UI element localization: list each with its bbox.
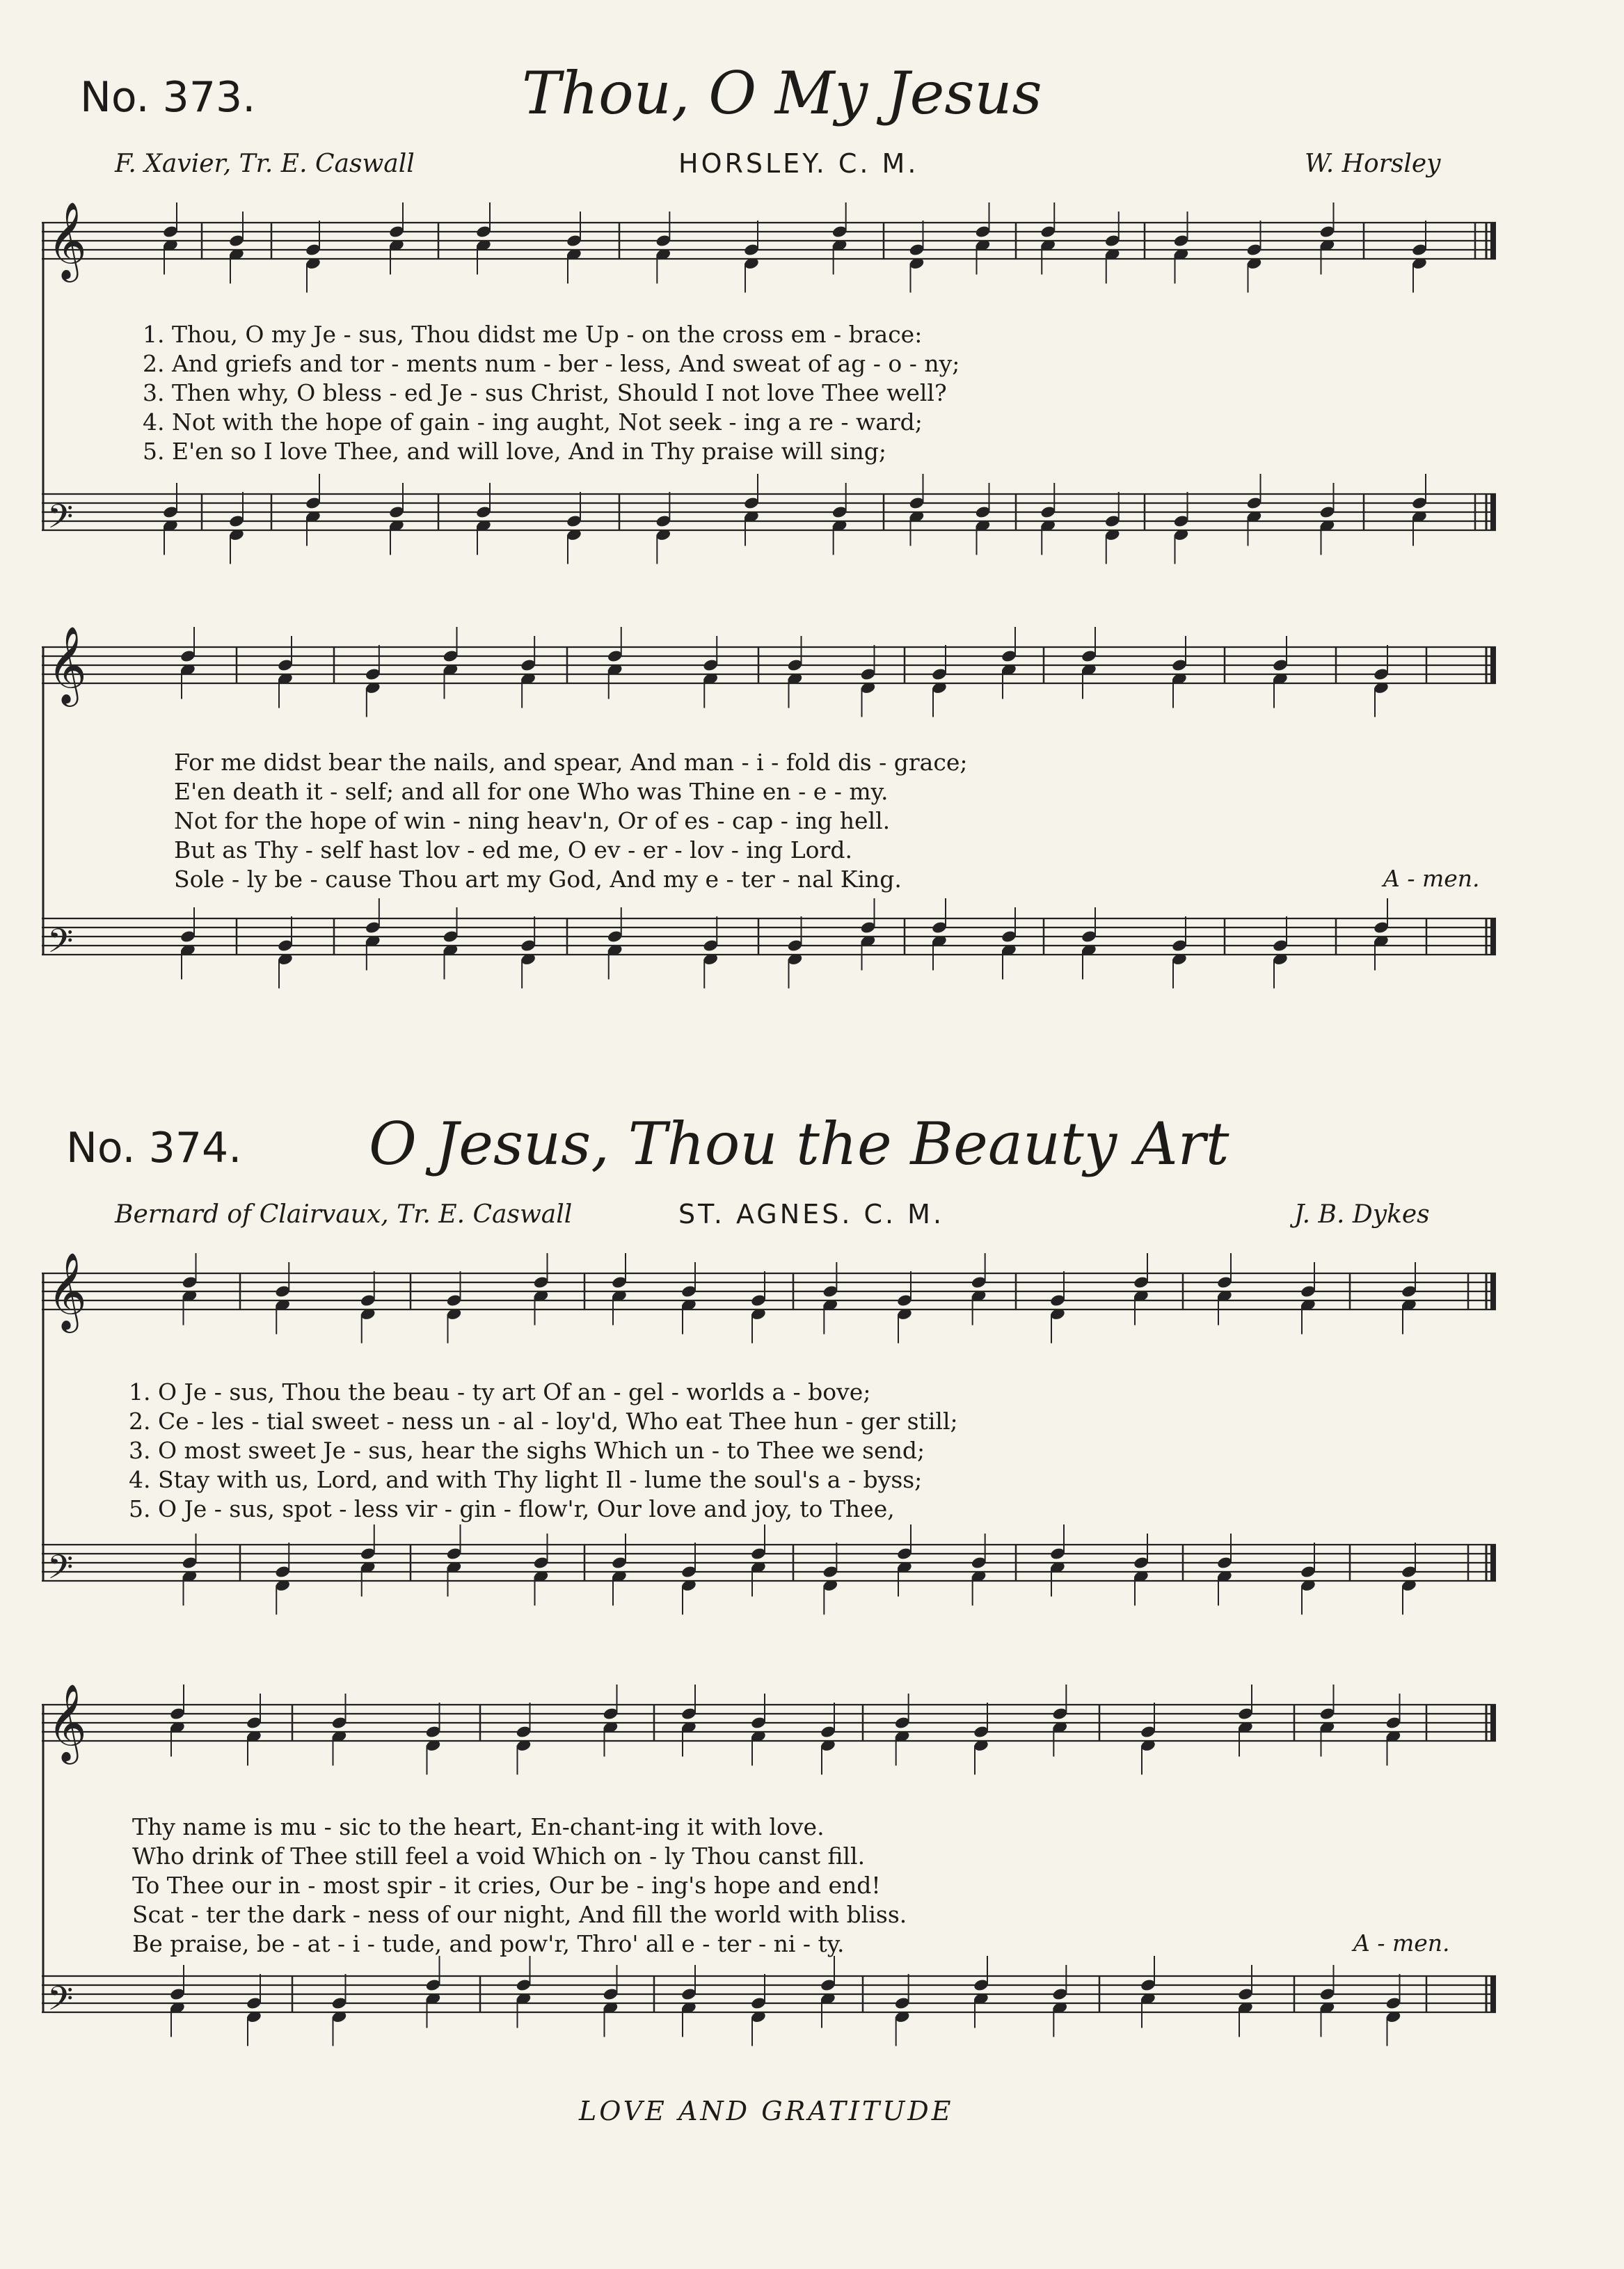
treble-clef-icon: 𝄞 xyxy=(47,201,87,279)
hymn-author: Bernard of Clairvaux, Tr. E. Caswall xyxy=(115,1200,573,1229)
verse-block xyxy=(132,1813,907,1959)
verse-line: Sole - ly be - cause Thou art my God, And my e - ter - nal King. xyxy=(174,866,902,893)
hymn-title: O Jesus, Thou the Beauty Art xyxy=(369,1110,1229,1178)
verse-line: 1. O Je - sus, Thou the beau - ty art Of an - gel - worlds a - bove; xyxy=(129,1378,871,1406)
verse-line: Not for the hope of win - ning heav'n, Or of es - cap - ing hell. xyxy=(174,807,891,834)
verse-line: To Thee our in - most spir - it cries, Our be - ing's hope and end! xyxy=(132,1872,881,1899)
verse-line: 1. Thou, O my Je - sus, Thou didst me Up - on the cross em - brace: xyxy=(143,321,923,348)
tune-name: HORSLEY. C. M. xyxy=(678,148,919,179)
verse-line: 2. And griefs and tor - ments num - ber - less, And sweat of ag - o - ny; xyxy=(143,350,960,377)
treble-clef-icon: 𝄞 xyxy=(47,1683,87,1761)
verse-line: 5. E'en so I love Thee, and will love, And in Thy praise will sing; xyxy=(143,438,886,465)
verse-line: Be praise, be - at - i - tude, and pow'r, Thro' all e - ter - ni - ty. xyxy=(132,1930,845,1957)
hymn-composer: W. Horsley xyxy=(1305,150,1441,178)
verse-line: For me didst bear the nails, and spear, And man - i - fold dis - grace; xyxy=(174,749,968,776)
tune-name: ST. AGNES. C. M. xyxy=(678,1199,945,1229)
verse-line: Thy name is mu - sic to the heart, En-chant-ing it with love. xyxy=(132,1813,825,1840)
verse-line: E'en death it - self; and all for one Who was Thine en - e - my. xyxy=(174,778,889,805)
hymn-number: No. 373. xyxy=(80,73,256,122)
verse-block xyxy=(143,320,960,466)
verse-line: 5. O Je - sus, spot - less vir - gin - flow'r, Our love and joy, to Thee, xyxy=(129,1495,895,1522)
treble-clef-icon: 𝄞 xyxy=(47,1252,87,1330)
page-footer: LOVE AND GRATITUDE xyxy=(579,2096,954,2126)
verse-line: 2. Ce - les - tial sweet - ness un - al - loy'd, Who eat Thee hun - ger still; xyxy=(129,1408,958,1435)
bass-clef-icon: 𝄢 xyxy=(47,1547,74,1595)
verse-block xyxy=(174,748,967,894)
bass-clef-icon: 𝄢 xyxy=(47,921,74,969)
verse-line: 4. Stay with us, Lord, and with Thy light Il - lume the soul's a - byss; xyxy=(129,1466,923,1493)
bass-clef-icon: 𝄢 xyxy=(47,497,74,544)
verse-line: 3. O most sweet Je - sus, hear the sighs Which un - to Thee we send; xyxy=(129,1437,925,1464)
amen-text: A - men. xyxy=(1353,1929,1450,1957)
amen-text: A - men. xyxy=(1383,865,1480,892)
verse-line: 4. Not with the hope of gain - ing aught, Not seek - ing a re - ward; xyxy=(143,408,923,436)
hymn-author: F. Xavier, Tr. E. Caswall xyxy=(115,150,415,178)
hymn-composer: J. B. Dykes xyxy=(1294,1200,1430,1229)
hymn-title: Thou, O My Jesus xyxy=(522,59,1042,127)
treble-clef-icon: 𝄞 xyxy=(47,626,87,703)
verse-line: Who drink of Thee still feel a void Which on - ly Thou canst fill. xyxy=(132,1842,866,1870)
verse-line: But as Thy - self hast lov - ed me, O ev - er - lov - ing Lord. xyxy=(174,836,852,863)
hymn-number: No. 374. xyxy=(66,1124,242,1172)
verse-line: Scat - ter the dark - ness of our night, And fill the world with bliss. xyxy=(132,1901,907,1928)
verse-line: 3. Then why, O bless - ed Je - sus Christ, Should I not love Thee well? xyxy=(143,379,947,406)
verse-block xyxy=(129,1378,958,1524)
bass-clef-icon: 𝄢 xyxy=(47,1979,74,2026)
